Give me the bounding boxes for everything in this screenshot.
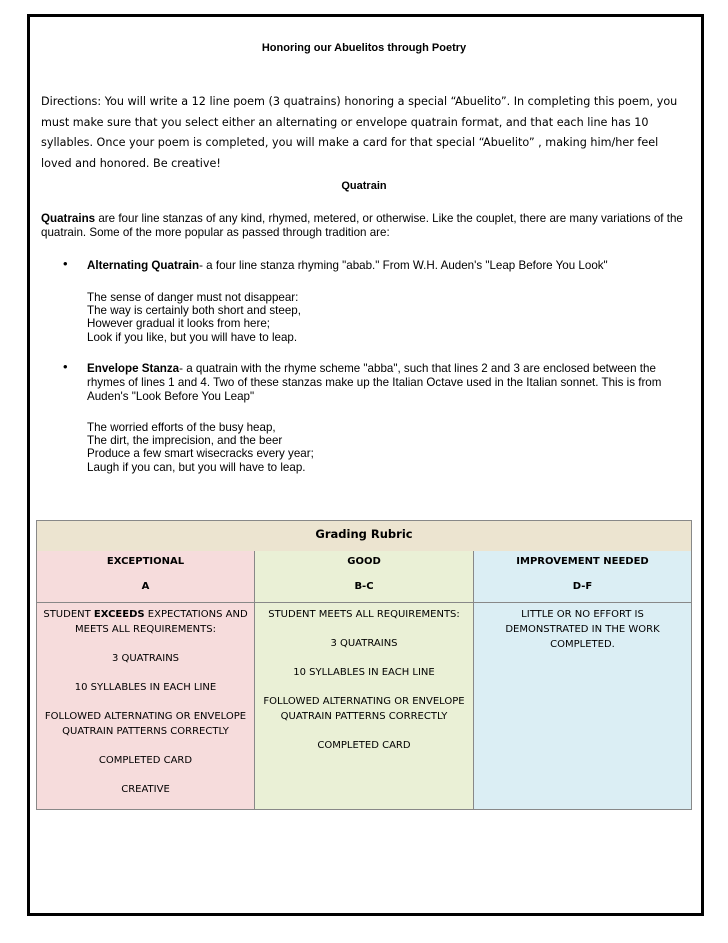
intro-paragraph (41, 212, 691, 240)
directions-paragraph: Directions: You will write a 12 line poem (3 quatrains) honoring a special “Abuelito”. In completing this poem, you must make sure that you select either an alternating or envelope quatrain format, and that each line has 10 syllables. Once your poem is completed, you will make a card for that special “Abuelito” , making him/her feel loved and honored. Be creative! (41, 95, 678, 170)
section-heading: Quatrain (341, 180, 387, 192)
level-header (255, 551, 473, 603)
poem-line: The worried efforts of the busy heap, (87, 421, 276, 434)
rubric-column-exceptional (37, 551, 255, 809)
level-name: EXCEPTIONAL (106, 556, 185, 567)
level-name: IMPROVEMENT NEEDED (516, 556, 649, 567)
poem-alternating (87, 291, 647, 344)
grading-rubric-table (36, 520, 692, 810)
poem-line: Laugh if you can, but you will have to leap. (87, 460, 306, 474)
requirement-intro: STUDENT EXCEEDS EXPECTATIONS AND MEETS ALL REQUIREMENTS: (43, 609, 248, 635)
intro-term: Quatrains (41, 212, 96, 225)
item-text: - a four line stanza rhyming "abab." From W.H. Auden's "Leap Before You Look" (199, 259, 608, 272)
requirement-item: 3 QUATRAINS (111, 653, 180, 664)
intro-text: are four line stanzas of any kind, rhymed, metered, or otherwise. Like the couplet, there are many variations of the quatrain. Some of the more popular as passed through tradition are: (41, 212, 683, 239)
requirement-item: COMPLETED CARD (317, 740, 411, 751)
level-grade: A (141, 581, 150, 592)
list-item-envelope (87, 362, 687, 404)
requirement-item: 10 SYLLABLES IN EACH LINE (74, 682, 217, 693)
requirement-item: COMPLETED CARD (98, 755, 193, 766)
document-title: Honoring our Abuelitos through Poetry (261, 42, 467, 54)
level-description (37, 603, 254, 797)
poem-envelope (87, 421, 647, 474)
item-term: Alternating Quatrain (87, 259, 200, 272)
level-header (474, 551, 691, 603)
poem-line: The sense of danger must not disappear: (87, 291, 299, 304)
poem-line: Look if you like, but you will have to leap. (87, 330, 298, 344)
level-name: GOOD (347, 556, 381, 567)
level-header (37, 551, 254, 603)
level-description (255, 603, 473, 753)
list-item-alternating (87, 259, 687, 273)
rubric-title: Grading Rubric (37, 521, 691, 552)
requirement-item: CREATIVE (121, 784, 170, 795)
rubric-column-improvement-needed (474, 551, 691, 809)
bullet-icon: • (63, 256, 68, 271)
requirement-item: FOLLOWED ALTERNATING OR ENVELOPE QUATRAIN PATTERNS CORRECTLY (263, 696, 465, 722)
poem-line: However gradual it looks from here; (87, 317, 271, 331)
poem-line: The dirt, the imprecision, and the beer (87, 434, 283, 448)
poem-line: The way is certainly both short and steep, (87, 304, 301, 318)
rubric-column-good (255, 551, 474, 809)
level-grade: B-C (354, 581, 374, 592)
level-description (474, 603, 691, 652)
level-grade: D-F (572, 581, 593, 592)
requirement-item: 10 SYLLABLES IN EACH LINE (293, 667, 435, 678)
item-text: - a quatrain with the rhyme scheme "abba", such that lines 2 and 3 are enclosed between the rhymes of lines 1 and 4. Two of these stanzas make up the Italian Octave used in the Italian sonnet. This is from Auden's "Look Before You Leap" (87, 362, 662, 403)
bullet-icon: • (63, 359, 68, 374)
requirement-item: 3 QUATRAINS (330, 638, 398, 649)
requirement-item: FOLLOWED ALTERNATING OR ENVELOPE QUATRAIN PATTERNS CORRECTLY (44, 711, 247, 737)
requirement-intro: LITTLE OR NO EFFORT IS DEMONSTRATED IN THE WORK COMPLETED. (505, 609, 660, 650)
item-term: Envelope Stanza (87, 362, 180, 375)
poem-line: Produce a few smart wisecracks every year; (87, 447, 314, 461)
requirement-intro: STUDENT MEETS ALL REQUIREMENTS: (268, 609, 460, 620)
